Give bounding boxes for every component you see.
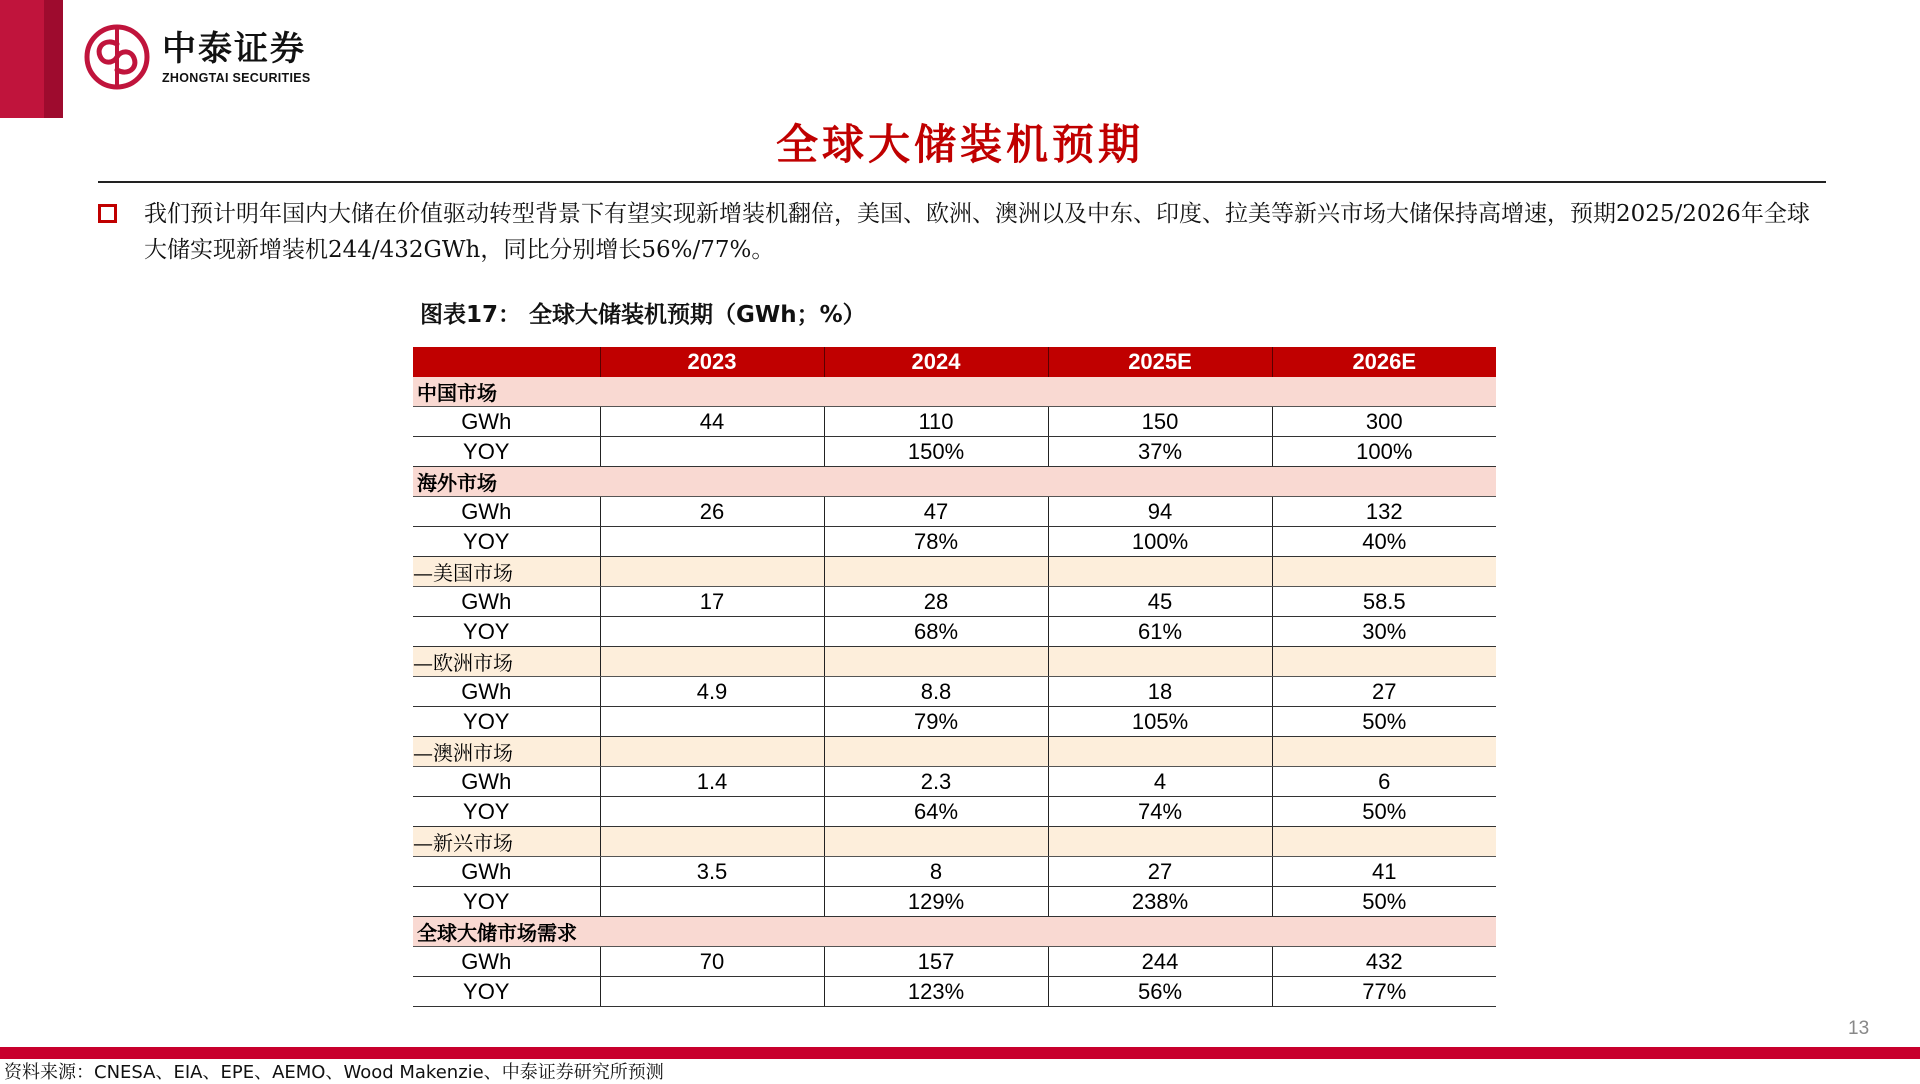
empty-cell [1272, 737, 1496, 767]
value-cell: 27 [1272, 677, 1496, 707]
metric-label: GWh [413, 947, 600, 977]
value-cell: 74% [1048, 797, 1272, 827]
value-cell [600, 527, 824, 557]
table-row [413, 857, 1496, 887]
value-cell: 94 [1048, 497, 1272, 527]
section-label: 中国市场 [413, 377, 1496, 407]
square-bullet-icon [98, 204, 117, 223]
metric-label: YOY [413, 977, 600, 1007]
empty-cell [1048, 557, 1272, 587]
subsection-label: —美国市场 [413, 557, 600, 587]
table-row [413, 677, 1496, 707]
metric-label: GWh [413, 587, 600, 617]
empty-cell [1048, 827, 1272, 857]
value-cell: 50% [1272, 707, 1496, 737]
empty-cell [1272, 647, 1496, 677]
value-cell: 129% [824, 887, 1048, 917]
value-cell: 44 [600, 407, 824, 437]
logo-name-en: ZHONGTAI SECURITIES [162, 71, 311, 85]
value-cell: 238% [1048, 887, 1272, 917]
value-cell: 47 [824, 497, 1048, 527]
company-logo [84, 24, 311, 90]
value-cell: 3.5 [600, 857, 824, 887]
value-cell: 58.5 [1272, 587, 1496, 617]
table-section-row [413, 647, 1496, 677]
table-row [413, 527, 1496, 557]
table-row [413, 767, 1496, 797]
value-cell: 61% [1048, 617, 1272, 647]
metric-label: GWh [413, 407, 600, 437]
value-cell: 64% [824, 797, 1048, 827]
table-section-row [413, 917, 1496, 947]
value-cell: 157 [824, 947, 1048, 977]
source-note: 资料来源：CNESA、EIA、EPE、AEMO、Wood Makenzie、中泰证券研究所预测 [4, 1062, 664, 1083]
value-cell: 17 [600, 587, 824, 617]
value-cell: 4 [1048, 767, 1272, 797]
value-cell: 300 [1272, 407, 1496, 437]
metric-label: YOY [413, 437, 600, 467]
table-row [413, 977, 1496, 1007]
value-cell: 1.4 [600, 767, 824, 797]
figure-caption: 图表17： 全球大储装机预期（GWh；%） [420, 302, 866, 328]
column-header [413, 347, 600, 377]
value-cell [600, 977, 824, 1007]
metric-label: YOY [413, 617, 600, 647]
value-cell: 78% [824, 527, 1048, 557]
empty-cell [824, 827, 1048, 857]
value-cell: 70 [600, 947, 824, 977]
table-section-row [413, 827, 1496, 857]
empty-cell [1048, 737, 1272, 767]
table-row [413, 887, 1496, 917]
value-cell: 77% [1272, 977, 1496, 1007]
value-cell: 105% [1048, 707, 1272, 737]
empty-cell [1048, 647, 1272, 677]
value-cell: 37% [1048, 437, 1272, 467]
summary-text: 我们预计明年国内大储在价值驱动转型背景下有望实现新增装机翻倍，美国、欧洲、澳洲以及中东、印度、拉美等新兴市场大储保持高增速，预期2025/2026年全球大储实现新增装机244/432GWh，同比分别增长56%/77%。 [144, 201, 1810, 263]
empty-cell [1272, 827, 1496, 857]
subsection-label: —欧洲市场 [413, 647, 600, 677]
value-cell: 110 [824, 407, 1048, 437]
section-label: 海外市场 [413, 467, 1496, 497]
value-cell: 123% [824, 977, 1048, 1007]
column-header-2023: 2023 [600, 347, 824, 377]
metric-label: YOY [413, 887, 600, 917]
empty-cell [600, 557, 824, 587]
table-row [413, 587, 1496, 617]
page-number: 13 [1848, 1018, 1870, 1039]
empty-cell [600, 827, 824, 857]
metric-label: GWh [413, 767, 600, 797]
value-cell: 150% [824, 437, 1048, 467]
metric-label: GWh [413, 497, 600, 527]
value-cell: 132 [1272, 497, 1496, 527]
section-label: 全球大储市场需求 [413, 917, 1496, 947]
table-header-row [413, 347, 1496, 377]
empty-cell [824, 737, 1048, 767]
table-row [413, 497, 1496, 527]
column-header-2026e: 2026E [1272, 347, 1496, 377]
value-cell: 2.3 [824, 767, 1048, 797]
table-section-row [413, 467, 1496, 497]
value-cell: 26 [600, 497, 824, 527]
value-cell: 41 [1272, 857, 1496, 887]
value-cell: 45 [1048, 587, 1272, 617]
storage-forecast-table [413, 347, 1496, 1007]
value-cell [600, 707, 824, 737]
value-cell: 40% [1272, 527, 1496, 557]
empty-cell [1272, 557, 1496, 587]
value-cell: 28 [824, 587, 1048, 617]
value-cell [600, 797, 824, 827]
metric-label: YOY [413, 707, 600, 737]
table-section-row [413, 737, 1496, 767]
table-row [413, 947, 1496, 977]
table-row [413, 707, 1496, 737]
value-cell: 79% [824, 707, 1048, 737]
value-cell: 8 [824, 857, 1048, 887]
value-cell: 4.9 [600, 677, 824, 707]
value-cell: 150 [1048, 407, 1272, 437]
brand-side-bar [0, 0, 44, 118]
value-cell [600, 437, 824, 467]
value-cell: 56% [1048, 977, 1272, 1007]
table-section-row [413, 377, 1496, 407]
metric-label: GWh [413, 857, 600, 887]
value-cell: 30% [1272, 617, 1496, 647]
table-row [413, 617, 1496, 647]
value-cell: 432 [1272, 947, 1496, 977]
value-cell: 18 [1048, 677, 1272, 707]
empty-cell [824, 557, 1048, 587]
column-header-2025e: 2025E [1048, 347, 1272, 377]
subsection-label: —新兴市场 [413, 827, 600, 857]
zhongtai-logo-icon [84, 24, 150, 90]
value-cell: 100% [1272, 437, 1496, 467]
subsection-label: —澳洲市场 [413, 737, 600, 767]
table-row [413, 437, 1496, 467]
value-cell [600, 887, 824, 917]
metric-label: YOY [413, 527, 600, 557]
logo-name-cn: 中泰证券 [162, 29, 306, 69]
value-cell: 244 [1048, 947, 1272, 977]
metric-label: GWh [413, 677, 600, 707]
column-header-2024: 2024 [824, 347, 1048, 377]
value-cell: 68% [824, 617, 1048, 647]
summary-paragraph [98, 196, 1828, 268]
metric-label: YOY [413, 797, 600, 827]
table-section-row [413, 557, 1496, 587]
table-row [413, 407, 1496, 437]
brand-side-bar-accent [44, 0, 63, 118]
value-cell: 50% [1272, 797, 1496, 827]
table-row [413, 797, 1496, 827]
value-cell [600, 617, 824, 647]
title-divider [98, 181, 1826, 183]
value-cell: 100% [1048, 527, 1272, 557]
page-title: 全球大储装机预期 [775, 120, 1144, 169]
value-cell: 6 [1272, 767, 1496, 797]
empty-cell [824, 647, 1048, 677]
empty-cell [600, 647, 824, 677]
value-cell: 8.8 [824, 677, 1048, 707]
value-cell: 27 [1048, 857, 1272, 887]
value-cell: 50% [1272, 887, 1496, 917]
empty-cell [600, 737, 824, 767]
